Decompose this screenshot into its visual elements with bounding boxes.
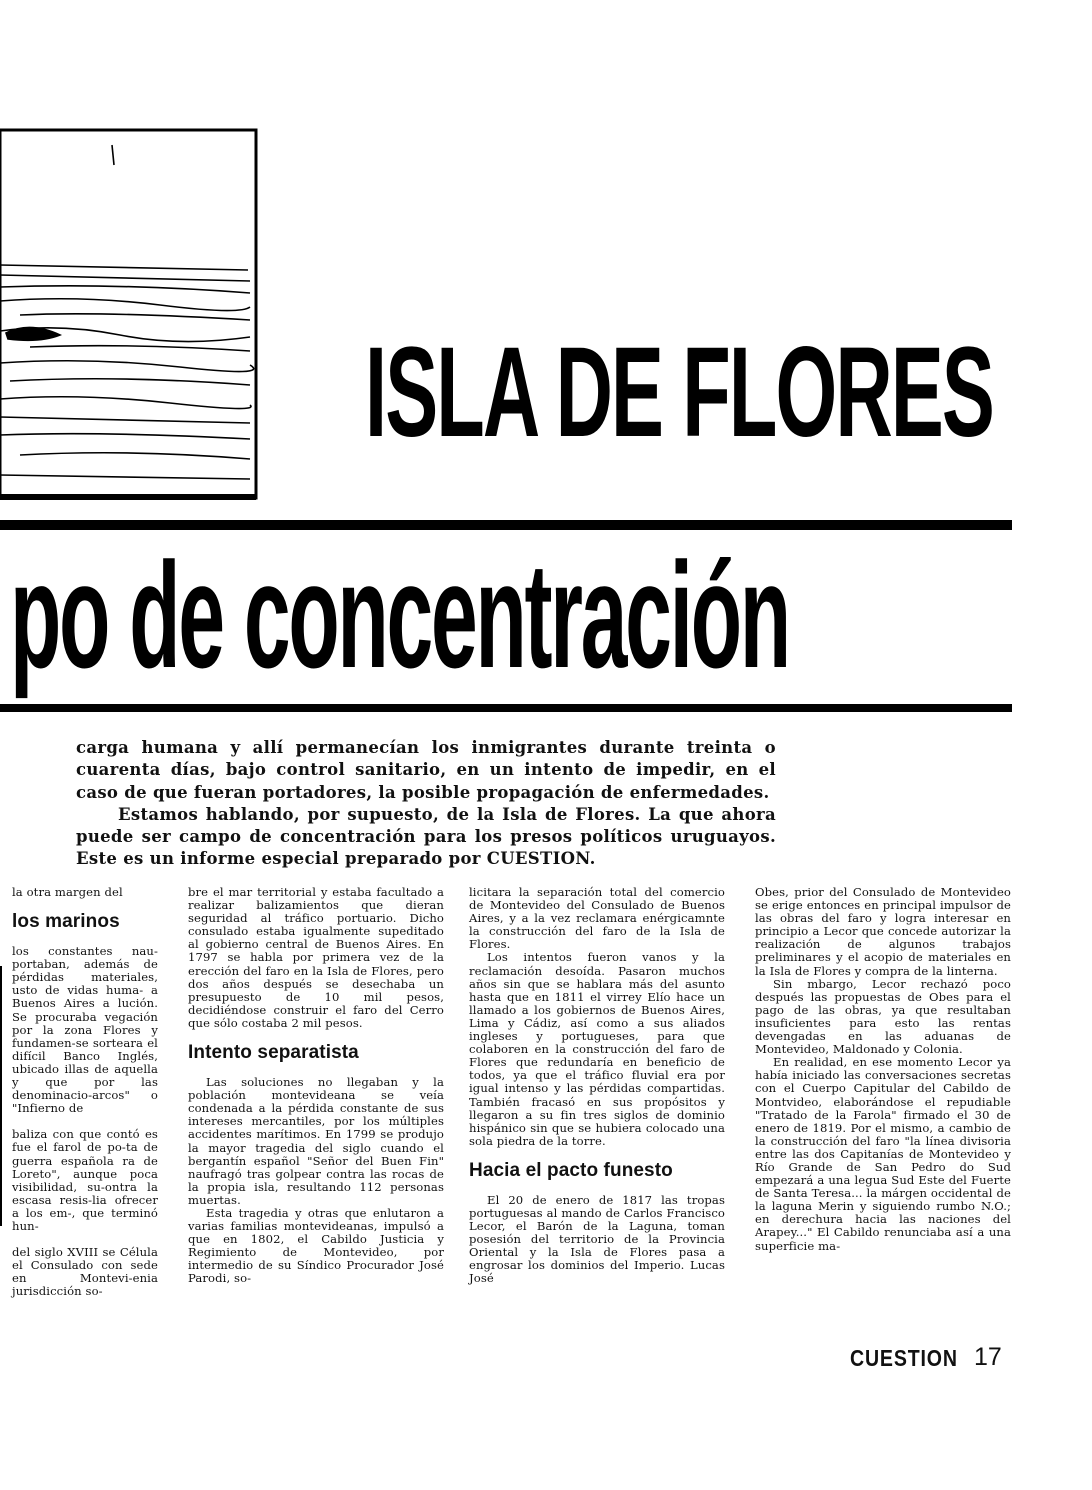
column-1 — [0, 886, 158, 1298]
column-3-text-1: licitara la separación total del comercio de Montevideo del Consulado de Buenos Aires, y a la vez reclamara enérgicamnte la construcción del faro de la Isla de Flores. — [469, 885, 725, 952]
column-2-text-3: Esta tragedia y otras que enlutaron a varias familias montevideanas, impulsó a que en 1802, el Cabildo Justicia y Regimiento de Montevideo, por intermedio de su Síndico Procurador José Parodi, so- — [188, 1205, 444, 1286]
bottom-rule — [0, 704, 1012, 712]
column-1-text-3: del siglo XVIII se Célula el Consulado con sede en Montevi-enia jurisdicción so- — [12, 1245, 158, 1299]
column-1-text-2: baliza con que contó es fue el farol de po-ta de guerra española ra de Loreto", aunque poca visibilidad, su-ontra la escasa resis-lia ofrecer a los em-, que terminó hun- — [12, 1127, 158, 1233]
lead-text-1: carga humana y allí permanecían los inmigrantes durante treinta o cuarenta días, bajo control sanitario, en un intento de impedir, en el caso de que fueran portadores, la posible propagación de enfermedades. — [76, 738, 776, 802]
column-1-text-1: los constantes nau-portaban, además de pérdidas materiales, usto de vidas huma- a Buenos Aires a lución. Se procuraba vegación por la zona Flores y fundamen-se sorteara el difícil Banco Inglés, ubicado illas de aquella y que por las denominacio-arcos" o "Infierno de — [12, 944, 158, 1116]
section-kicker: ISLA DE FLORES — [365, 321, 993, 464]
column-2-text-2: Las soluciones no llegaban y la población montevideana se veía condenada a la pérdida constante de sus intereses mercantiles, por los múltiples accidentes marítimos. En 1799 se produjo la mayor tragedia del siglo cuando el bergantín español "Señor del Buen Fin" naufragó tras golpear contra las rocas de la propia isla, resultando 112 personas muertas. — [188, 1075, 444, 1207]
lead-text-2: Estamos hablando, por supuesto, de la Isla de Flores. La que ahora puede ser campo de concentración para los presos políticos uruguayos. Este es un informe especial preparado por CUESTION. — [76, 804, 776, 869]
crop-edge — [0, 966, 2, 1226]
wave-illustration — [0, 125, 262, 525]
column-2-heading: Intento separatista — [188, 1042, 359, 1064]
magazine-logo: CUESTION — [850, 1345, 958, 1371]
column-4-text-3: En realidad, en ese momento Lecor ya había iniciado las conversaciones secretas con el Cuerpo Capitular del Cabildo de Montvideo, elaborándose el repudiable "Tratado de la Farola" firmado el 30 de enero de 1819. Por el mismo, a cambio de la construcción del faro "la línea divisoria entre las dos Capitanías de Montevideo y Río Grande de San Pedro do Sud empezará a una legua Sud Este del Fuerte de Santa Teresa... la márgen occidental de la laguna Merin y siguiendo rumbo N.O.; en derechura hacia las naciones del Arapey..." El Cabildo renunciaba así a una superficie ma- — [755, 1055, 1011, 1253]
column-3-heading: Hacia el pacto funesto — [469, 1159, 673, 1181]
column-3-text-2: Los intentos fueron vanos y la reclamación desoída. Pasaron muchos años sin que se hablara más del asunto hasta que en 1811 el virrey Elío hace un llamado a los gobiernos de Buenos Aires, Lima y Cádiz, así como a sus aliados ingleses y portugueses, para que colaboren en la construcción del faro de Flores que redundaría en beneficio de todos, ya que el tráfico fluvial era por igual intenso y las pérdidas compartidas. También fracasó en sus propósitos y llegaron a su fin tres siglos de dominio hispánico sin que se hubiera colocado una sola piedra de la torre. — [469, 950, 725, 1148]
column-2-text-1: bre el mar territorial y estaba facultado a realizar balizamientos que dieran seguridad al tráfico portuario. Dicho consulado estaba igualmente supeditado al gobierno central de Buenos Aires. En 1797 se habla por primera vez de la erección del faro en la Isla de Flores, pero dos años después se desechaba un presupuesto de 10 mil pesos, decidiéndose construir el faro del Cerro que sólo costaba 2 mil pesos. — [188, 885, 444, 1030]
page-number: 17 — [974, 1343, 1002, 1371]
column-3 — [469, 886, 725, 1286]
column-4-text-1: Obes, prior del Consulado de Montevideo se erige entonces en principal impulsor de las obras del faro y logra interesar en principio a Lecor que concede autorizar la realización de algunos trabajos preliminares y el acopio de materiales en la Isla de Flores y compra de la linterna. — [755, 885, 1011, 978]
column-4-text-2: Sin mbargo, Lecor rechazó poco después las propuestas de Obes para el pago de las obras, ya que resultaban insuficientes para esto las rentas devengadas en las aduanas de Montevideo, Maldonado y Colonia. — [755, 976, 1011, 1057]
article-title: po de concentración — [10, 531, 789, 699]
column-3-text-3: El 20 de enero de 1817 las tropas portuguesas al mando de Carlos Francisco Lecor, el Barón de la Laguna, toman posesión del territorio de la Provincia Oriental y la Isla de Flores pasa a engrosar los dominios del Imperio. Lucas José — [469, 1192, 725, 1286]
lead-paragraph — [76, 737, 776, 871]
top-rule — [0, 520, 1012, 530]
column-4 — [755, 886, 1011, 1253]
column-2 — [188, 886, 444, 1286]
column-1-heading: los marinos — [12, 911, 120, 933]
column-1-top: la otra margen del — [12, 886, 123, 899]
